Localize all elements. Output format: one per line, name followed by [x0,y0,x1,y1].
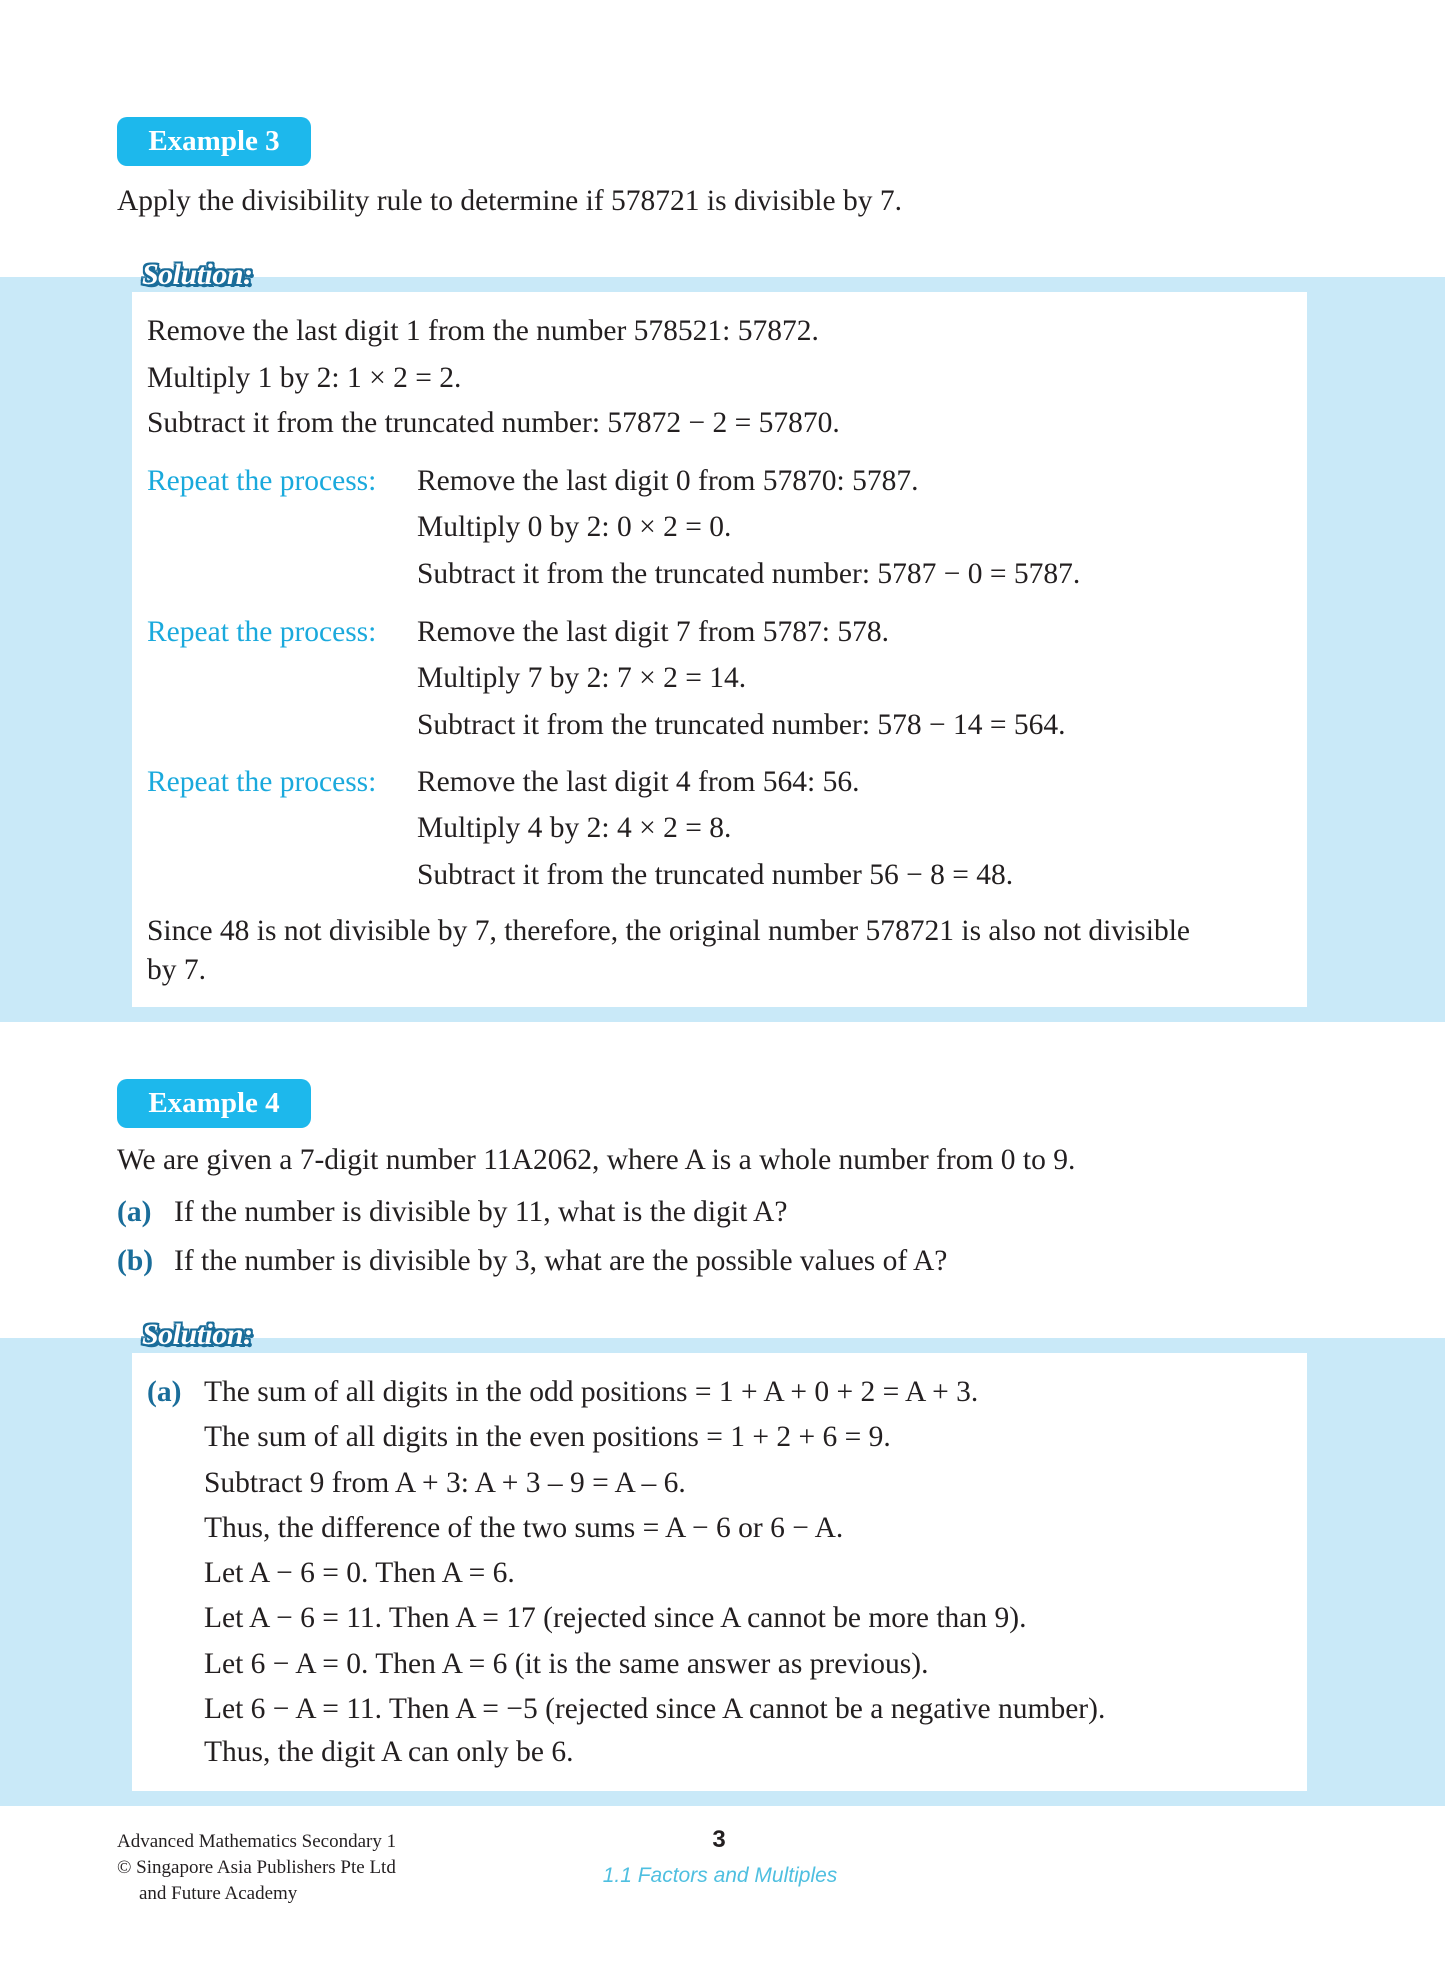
solution-line: Multiply 4 by 2: 4 × 2 = 8. [417,812,732,844]
answer-line: Let A − 6 = 0. Then A = 6. [204,1557,515,1589]
repeat-label: Repeat the process: [147,616,377,648]
solution-line: Remove the last digit 0 from 57870: 5787. [417,465,919,497]
example-3-badge: Example 3 [117,117,311,166]
answer-line: The sum of all digits in the odd positions = 1 + A + 0 + 2 = A + 3. [204,1376,979,1408]
example-4-question: We are given a 7-digit number 11A2062, where A is a whole number from 0 to 9. [117,1144,1076,1176]
solution-3-label: Solution: [142,258,253,291]
answer-line: Thus, the digit A can only be 6. [204,1736,574,1768]
answer-a-label: (a) [147,1376,182,1408]
answer-line: The sum of all digits in the even positions = 1 + 2 + 6 = 9. [204,1421,891,1453]
part-a-label: (a) [117,1196,152,1228]
footer-book-title: Advanced Mathematics Secondary 1 [117,1831,397,1852]
footer-publisher-2: and Future Academy [139,1883,298,1904]
answer-line: Let 6 − A = 0. Then A = 6 (it is the same answer as previous). [204,1648,929,1680]
answer-line: Subtract 9 from A + 3: A + 3 – 9 = A – 6. [204,1467,686,1499]
repeat-label: Repeat the process: [147,465,377,497]
solution-line: Subtract it from the truncated number 56 − 8 = 48. [417,859,1014,891]
solution-line: Remove the last digit 1 from the number 578521: 57872. [147,315,819,347]
answer-line: Let A − 6 = 11. Then A = 17 (rejected since A cannot be more than 9). [204,1602,1027,1634]
solution-line: Remove the last digit 4 from 564: 56. [417,766,860,798]
solution-4-label: Solution: [142,1318,253,1351]
page-number: 3 [712,1826,726,1853]
footer-publisher: © Singapore Asia Publishers Pte Ltd [117,1857,396,1878]
answer-line: Let 6 − A = 11. Then A = −5 (rejected since A cannot be a negative number). [204,1693,1106,1725]
conclusion-line: by 7. [147,954,206,986]
solution-line: Subtract it from the truncated number: 57872 − 2 = 57870. [147,407,840,439]
example-4-badge: Example 4 [117,1079,311,1128]
part-a-text: If the number is divisible by 11, what is the digit A? [174,1196,788,1228]
solution-line: Multiply 7 by 2: 7 × 2 = 14. [417,662,747,694]
part-b-text: If the number is divisible by 3, what are the possible values of A? [174,1245,948,1277]
solution-line: Subtract it from the truncated number: 5787 − 0 = 5787. [417,558,1081,590]
solution-line: Remove the last digit 7 from 5787: 578. [417,616,889,648]
example-3-question: Apply the divisibility rule to determine if 578721 is divisible by 7. [117,185,902,217]
conclusion-line: Since 48 is not divisible by 7, therefore, the original number 578721 is also not divisible [147,915,1191,947]
section-title: 1.1 Factors and Multiples [602,1864,838,1887]
answer-line: Thus, the difference of the two sums = A − 6 or 6 − A. [204,1512,844,1544]
solution-line: Subtract it from the truncated number: 578 − 14 = 564. [417,709,1066,741]
part-b-label: (b) [117,1245,154,1277]
solution-line: Multiply 0 by 2: 0 × 2 = 0. [417,511,732,543]
repeat-label: Repeat the process: [147,766,377,798]
solution-line: Multiply 1 by 2: 1 × 2 = 2. [147,362,462,394]
